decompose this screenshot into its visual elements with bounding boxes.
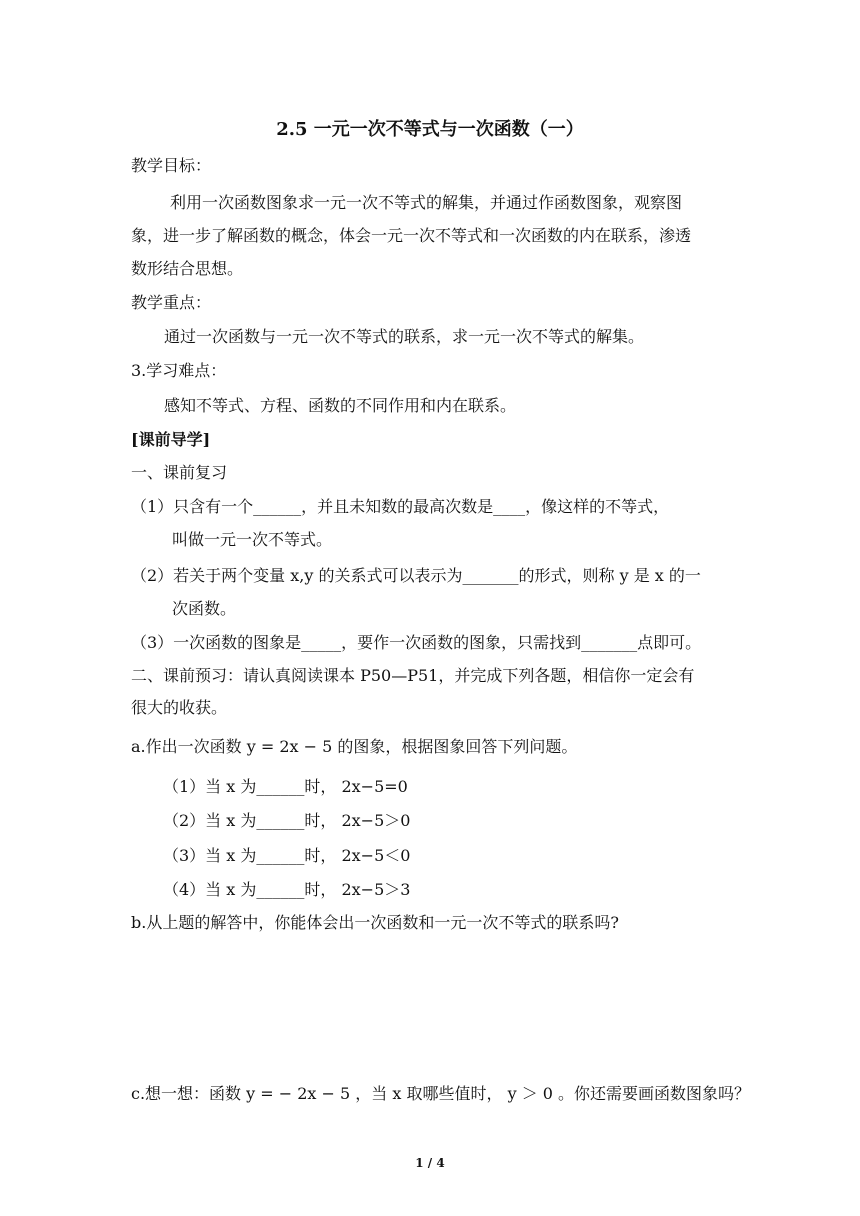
objectives-label: 教学目标：	[131, 156, 212, 175]
difficulties-label: 3.学习难点：	[131, 361, 227, 380]
review-question-2-line1: （2）若关于两个变量 x,y 的关系式可以表示为_______的形式，则称 y 是 x 的一	[131, 566, 701, 585]
task-a-item-3: （3）当 x 为______时， 2x−5＜0	[163, 846, 411, 865]
review-question-1-line2: 叫做一元一次不等式。	[172, 530, 333, 549]
objectives-text-line2: 象，进一步了解函数的概念，体会一元一次不等式和一次函数的内在联系，渗透	[131, 226, 692, 245]
review-heading: 一、课前复习	[131, 463, 228, 482]
key-points-label: 教学重点：	[131, 293, 212, 312]
page-title: 2.5 一元一次不等式与一次函数（一）	[276, 119, 584, 140]
task-a-item-4: （4）当 x 为______时， 2x−5＞3	[163, 880, 411, 899]
preview-section-heading: [课前导学]	[131, 430, 211, 449]
objectives-text-line1: 利用一次函数图象求一元一次不等式的解集，并通过作函数图象，观察图	[170, 193, 683, 212]
difficulties-text: 感知不等式、方程、函数的不同作用和内在联系。	[164, 396, 517, 415]
key-points-text: 通过一次函数与一元一次不等式的联系，求一元一次不等式的解集。	[164, 327, 645, 346]
task-b-prompt: b.从上题的解答中，你能体会出一次函数和一元一次不等式的联系吗?	[131, 913, 619, 932]
page-number: 1 / 4	[415, 1156, 445, 1170]
review-question-1-line1: （1）只含有一个______，并且未知数的最高次数是____，像这样的不等式，	[131, 497, 670, 516]
review-question-2-line2: 次函数。	[172, 599, 237, 618]
task-c-prompt: c.想一想：函数 y = − 2x − 5 ，当 x 取哪些值时， y ＞ 0 。你还需要画函数图象吗？	[131, 1084, 751, 1103]
preview-instruction-line2: 很大的收获。	[131, 698, 228, 717]
task-a-item-1: （1）当 x 为______时， 2x−5=0	[163, 777, 408, 796]
task-a-item-2: （2）当 x 为______时， 2x−5＞0	[163, 811, 411, 830]
task-a-prompt: a.作出一次函数 y = 2x − 5 的图象，根据图象回答下列问题。	[131, 737, 578, 756]
objectives-text-line3: 数形结合思想。	[131, 259, 244, 278]
review-question-3: （3）一次函数的图象是_____，要作一次函数的图象，只需找到_______点即可。	[131, 633, 702, 652]
preview-instruction-line1: 二、课前预习：请认真阅读课本 P50—P51，并完成下列各题，相信你一定会有	[131, 666, 695, 685]
